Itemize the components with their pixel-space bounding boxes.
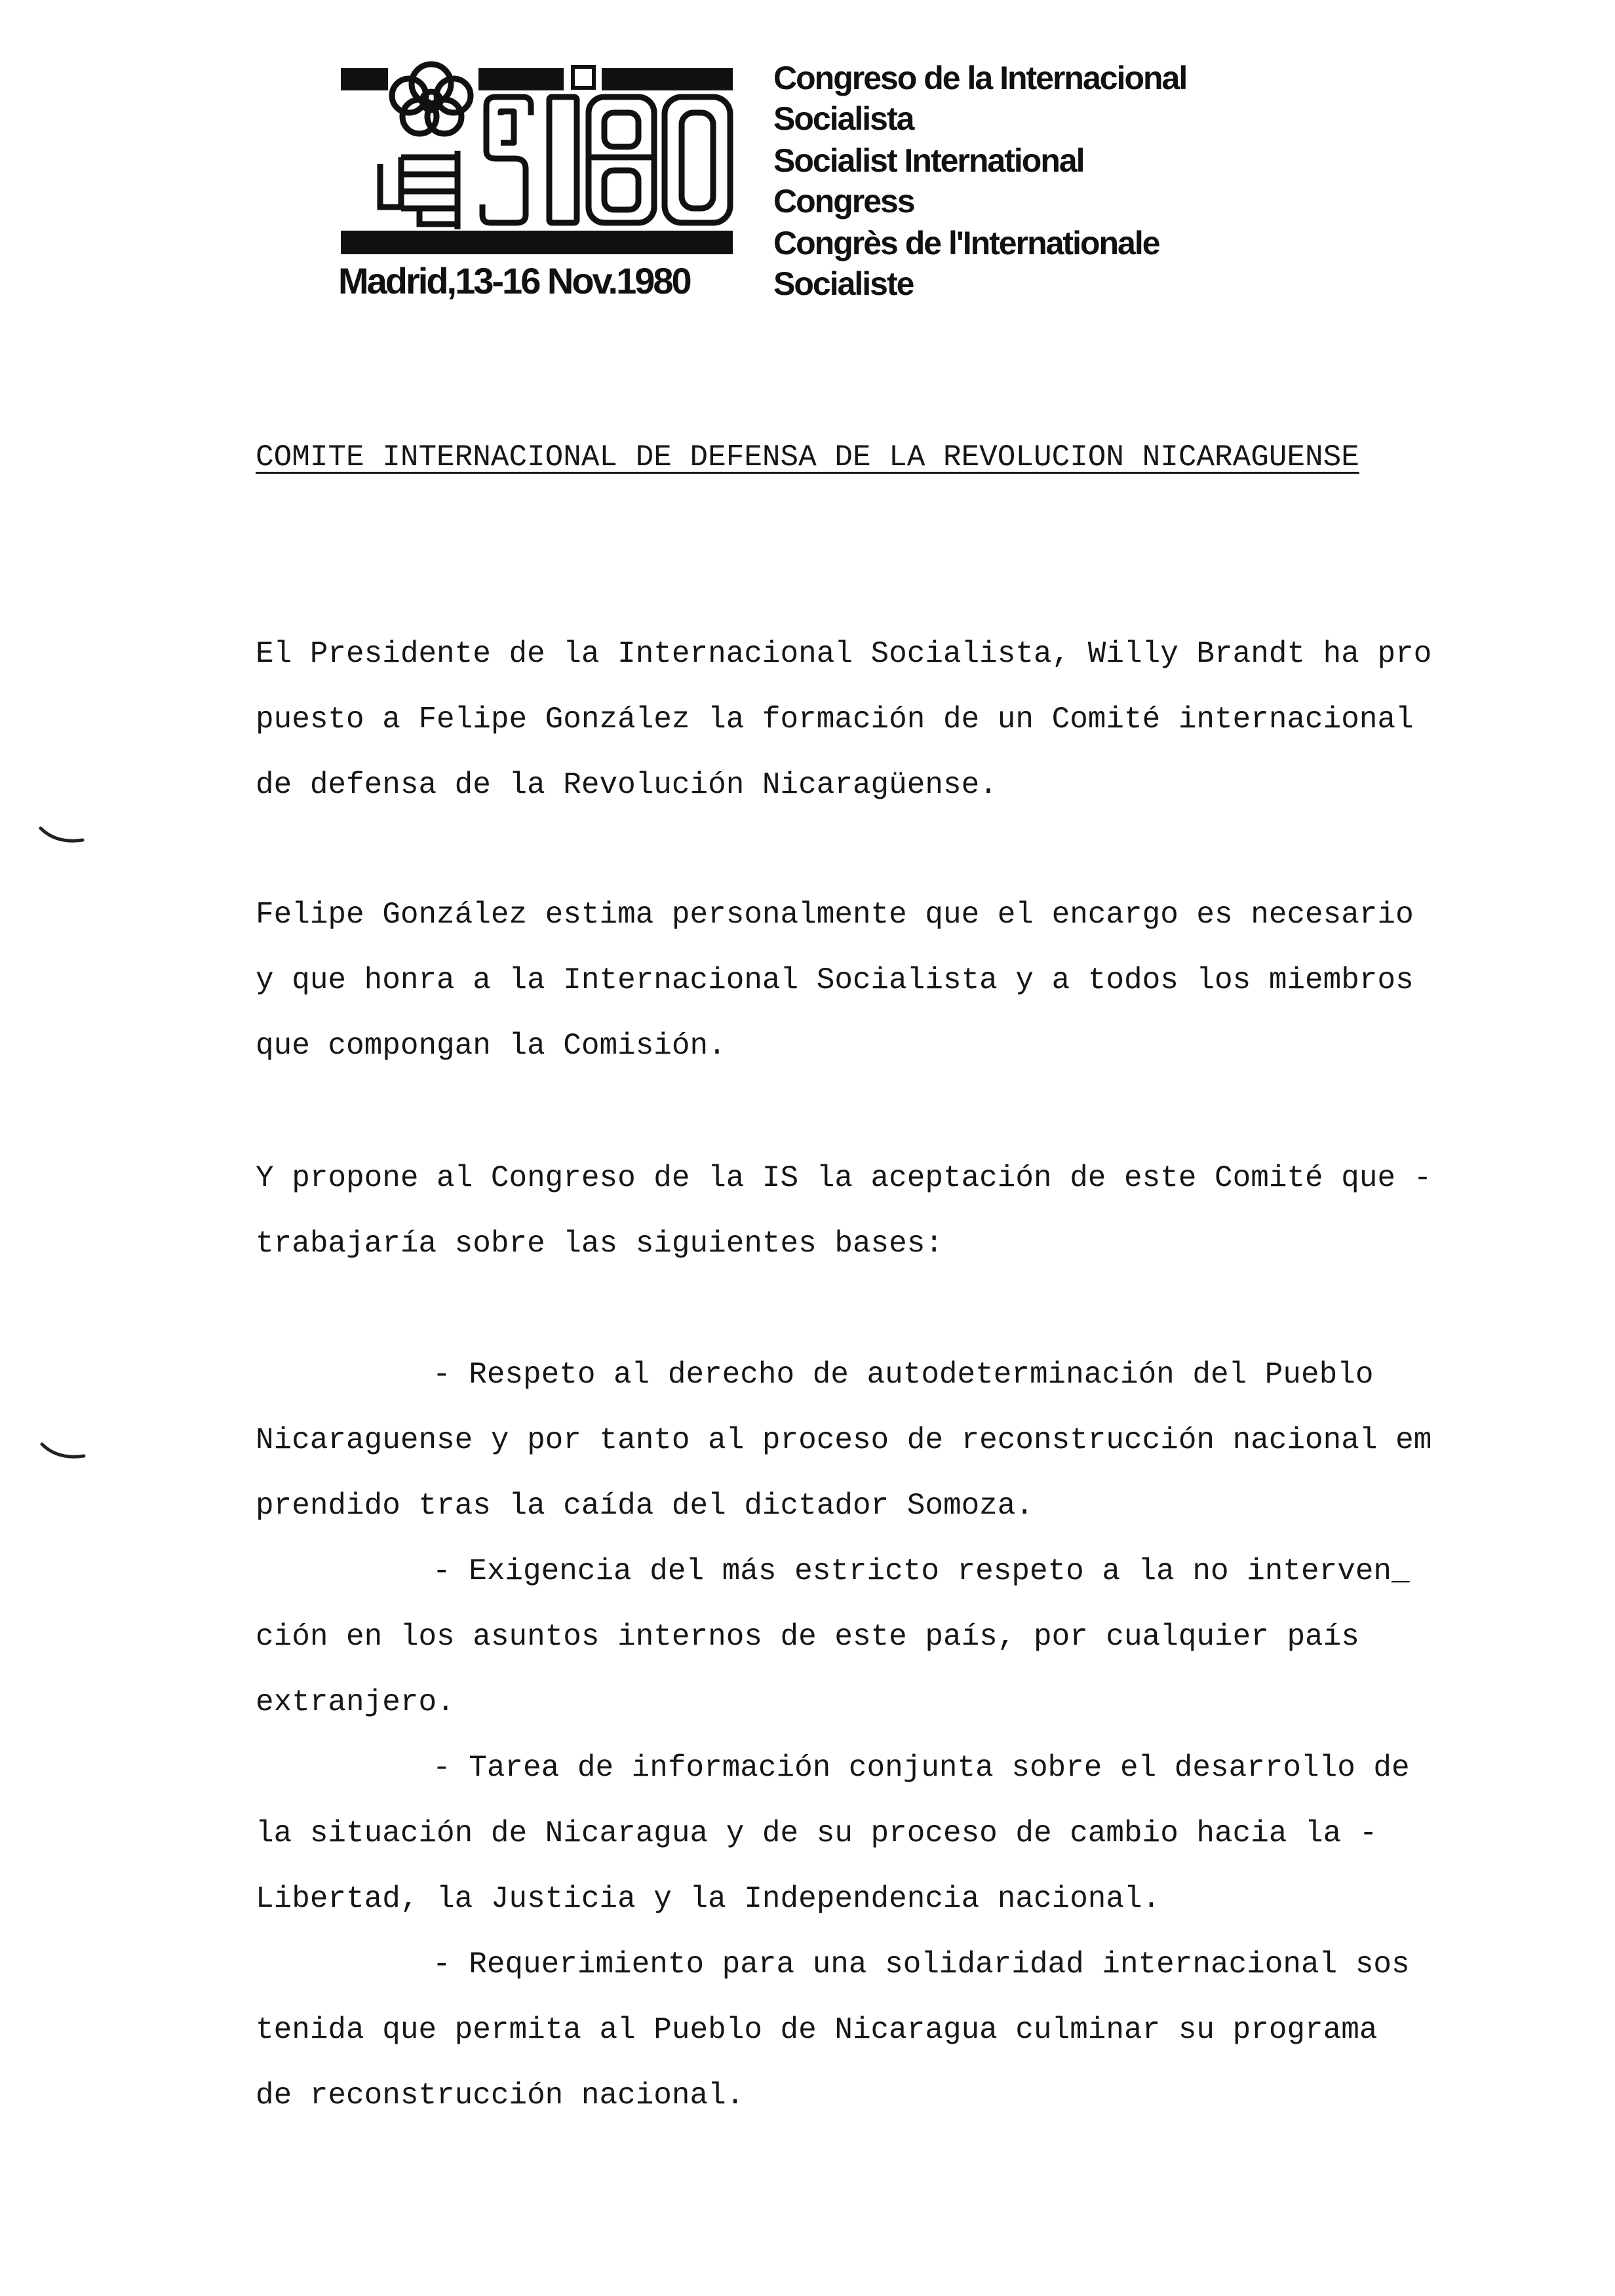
bases-item-line: Libertad, la Justicia y la Independencia nacional. bbox=[256, 1882, 1161, 1916]
paragraph-2 bbox=[256, 898, 1560, 1063]
congress-name-line: Socialiste bbox=[773, 265, 914, 302]
bases-item-line: Nicaraguense y por tanto al proceso de reconstrucción nacional em bbox=[256, 1423, 1432, 1457]
congress-name-line: Congrès de l'Internationale bbox=[773, 225, 1159, 261]
bases-item-3 bbox=[256, 1751, 1560, 1916]
paragraph-line: El Presidente de la Internacional Socialista, Willy Brandt ha pro bbox=[256, 637, 1432, 671]
paragraph-3 bbox=[256, 1161, 1560, 1261]
paragraph-line: trabajaría sobre las siguientes bases: bbox=[256, 1227, 943, 1261]
punch-hole-mark bbox=[37, 824, 89, 851]
congress-name-es bbox=[773, 58, 1272, 139]
paragraph-line: que compongan la Comisión. bbox=[256, 1029, 726, 1063]
bases-item-line: de reconstrucción nacional. bbox=[256, 2078, 745, 2113]
paragraph-line: Y propone al Congreso de la IS la aceptación de este Comité que - bbox=[256, 1161, 1432, 1195]
congress-name-line: Congress bbox=[773, 183, 914, 220]
paragraph-line: Felipe González estima personalmente que el encargo es necesario bbox=[256, 898, 1414, 932]
bases-item-line: extranjero. bbox=[256, 1685, 455, 1719]
paragraph-line: puesto a Felipe González la formación de un Comité internacional bbox=[256, 702, 1414, 737]
congress-name-fr bbox=[773, 223, 1272, 304]
document-heading: COMITE INTERNACIONAL DE DEFENSA DE LA REVOLUCION NICARAGUENSE bbox=[256, 440, 1359, 474]
bases-item-line: - Requerimiento para una solidaridad internacional sos bbox=[433, 1947, 1410, 1981]
bases-item-line: prendido tras la caída del dictador Somoza. bbox=[256, 1489, 1034, 1523]
conference-dates: Madrid,13-16 Nov.1980 bbox=[338, 260, 690, 301]
bases-item-line: tenida que permita al Pueblo de Nicaragua culminar su programa bbox=[256, 2013, 1378, 2047]
bases-item-line: la situación de Nicaragua y de su proceso de cambio hacia la - bbox=[256, 1816, 1378, 1850]
bases-item-line: - Respeto al derecho de autodeterminación del Pueblo bbox=[433, 1358, 1374, 1392]
bases-item-line: ción en los asuntos internos de este país, por cualquier país bbox=[256, 1620, 1359, 1654]
punch-hole-mark bbox=[38, 1440, 90, 1466]
congress-name-en bbox=[773, 140, 1272, 221]
bases-item-1 bbox=[256, 1358, 1560, 1523]
bases-item-line: - Tarea de información conjunta sobre el desarrollo de bbox=[433, 1751, 1410, 1785]
bases-item-2 bbox=[256, 1554, 1560, 1719]
si80-emblem bbox=[341, 59, 734, 256]
paragraph-line: de defensa de la Revolución Nicaragüense. bbox=[256, 768, 998, 802]
congress-name-line: Socialista bbox=[773, 100, 914, 137]
congress-name-line: Congreso de la Internacional bbox=[773, 60, 1187, 96]
bases-item-4 bbox=[256, 1947, 1560, 2113]
paragraph-line: y que honra a la Internacional Socialista y a todos los miembros bbox=[256, 963, 1414, 997]
congress-names bbox=[773, 58, 1272, 305]
paragraph-1 bbox=[256, 637, 1560, 802]
congress-name-line: Socialist International bbox=[773, 142, 1084, 179]
bases-item-line: - Exigencia del más estricto respeto a la no interven_ bbox=[433, 1554, 1410, 1588]
